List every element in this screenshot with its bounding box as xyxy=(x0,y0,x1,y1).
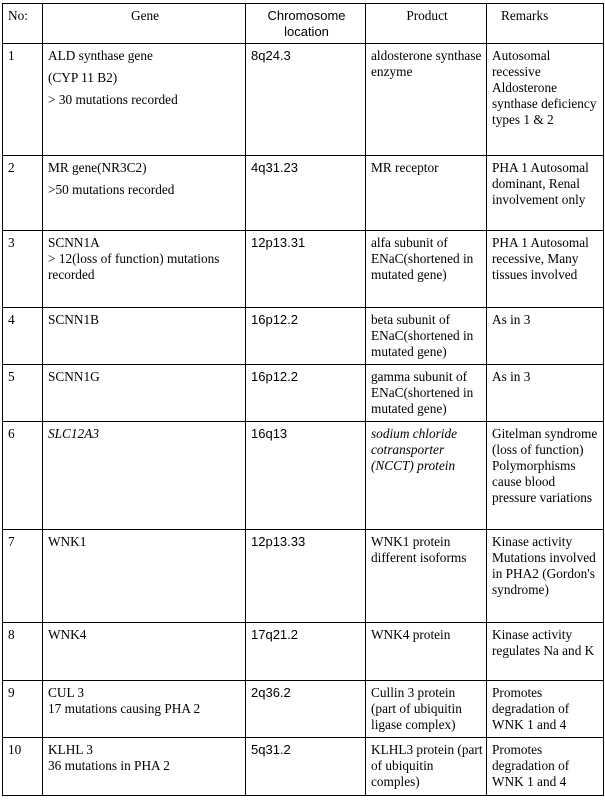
gene-line: 17 mutations causing PHA 2 xyxy=(48,701,201,716)
row-no: 1 xyxy=(3,44,43,156)
gene-line: SCNN1A xyxy=(48,235,100,250)
gene-line: > 12(loss of function) mutations recorded xyxy=(48,251,223,282)
header-chromosome-location: Chromosome location xyxy=(246,4,366,44)
row-remarks: As in 3 xyxy=(487,308,604,365)
row-gene xyxy=(43,530,246,623)
row-gene xyxy=(43,422,246,530)
gene-line: KLHL 3 xyxy=(48,742,93,757)
table-row xyxy=(3,231,604,308)
row-gene xyxy=(43,681,246,738)
row-remarks: Promotes degradation of WNK 1 and 4 xyxy=(487,681,604,738)
header-product: Product xyxy=(366,4,487,44)
row-gene xyxy=(43,365,246,422)
row-gene xyxy=(43,623,246,681)
gene-line: CUL 3 xyxy=(48,685,85,700)
row-remarks: PHA 1 Autosomal recessive, Many tissues involved xyxy=(487,231,604,308)
row-chromosome-location: 17q21.2 xyxy=(246,623,366,681)
row-no: 10 xyxy=(3,738,43,796)
gene-line: SCNN1G xyxy=(48,369,100,384)
gene-line: (CYP 11 B2) xyxy=(48,70,118,85)
row-remarks: As in 3 xyxy=(487,365,604,422)
gene-line: ALD synthase gene xyxy=(48,48,153,63)
table-row xyxy=(3,738,604,796)
gene-line: 36 mutations in PHA 2 xyxy=(48,758,170,773)
row-no: 8 xyxy=(3,623,43,681)
gene-line: >50 mutations recorded xyxy=(48,182,175,197)
row-product: WNK4 protein xyxy=(366,623,487,681)
row-chromosome-location: 5q31.2 xyxy=(246,738,366,796)
row-no: 9 xyxy=(3,681,43,738)
table-row xyxy=(3,156,604,231)
gene-line: > 30 mutations recorded xyxy=(48,92,178,107)
row-remarks: PHA 1 Autosomal dominant, Renal involvement only xyxy=(487,156,604,231)
header-no: No: xyxy=(3,4,43,44)
row-chromosome-location: 12p13.33 xyxy=(246,530,366,623)
table-row xyxy=(3,681,604,738)
row-no: 7 xyxy=(3,530,43,623)
table-row xyxy=(3,44,604,156)
row-gene xyxy=(43,308,246,365)
row-chromosome-location: 8q24.3 xyxy=(246,44,366,156)
row-remarks: Kinase activity regulates Na and K xyxy=(487,623,604,681)
row-product: MR receptor xyxy=(366,156,487,231)
row-remarks: Kinase activity Mutations involved in PHA2 (Gordon's syndrome) xyxy=(487,530,604,623)
row-no: 2 xyxy=(3,156,43,231)
header-row xyxy=(3,4,604,44)
row-remarks: Autosomal recessive Aldosterone synthase deficiency types 1 & 2 xyxy=(487,44,604,156)
row-chromosome-location: 16p12.2 xyxy=(246,365,366,422)
row-product: aldosterone synthase enzyme xyxy=(366,44,487,156)
gene-line: SCNN1B xyxy=(48,312,99,327)
row-chromosome-location: 16p12.2 xyxy=(246,308,366,365)
row-product: beta subunit of ENaC(shortened in mutated gene) xyxy=(366,308,487,365)
table-row xyxy=(3,422,604,530)
row-product: Cullin 3 protein (part of ubiquitin ligase complex) xyxy=(366,681,487,738)
row-product: gamma subunit of ENaC(shortened in mutated gene) xyxy=(366,365,487,422)
gene-line: WNK1 xyxy=(48,534,87,549)
row-product: sodium chloride cotransporter (NCCT) protein xyxy=(366,422,487,530)
header-remarks: Remarks xyxy=(487,4,604,44)
row-chromosome-location: 16q13 xyxy=(246,422,366,530)
row-remarks: Gitelman syndrome (loss of function) Polymorphisms cause blood pressure variations xyxy=(487,422,604,530)
table-row xyxy=(3,365,604,422)
row-gene xyxy=(43,738,246,796)
row-chromosome-location: 4q31.23 xyxy=(246,156,366,231)
gene-line: WNK4 xyxy=(48,627,87,642)
table-row xyxy=(3,308,604,365)
table-row xyxy=(3,530,604,623)
row-gene xyxy=(43,44,246,156)
row-gene xyxy=(43,156,246,231)
row-product: WNK1 protein different isoforms xyxy=(366,530,487,623)
row-product: KLHL3 protein (part of ubiquitin comples) xyxy=(366,738,487,796)
row-no: 4 xyxy=(3,308,43,365)
row-remarks: Promotes degradation of WNK 1 and 4 xyxy=(487,738,604,796)
row-product: alfa subunit of ENaC(shortened in mutated gene) xyxy=(366,231,487,308)
row-no: 5 xyxy=(3,365,43,422)
row-no: 6 xyxy=(3,422,43,530)
row-no: 3 xyxy=(3,231,43,308)
table-row xyxy=(3,623,604,681)
gene-line: SLC12A3 xyxy=(48,426,99,441)
header-gene: Gene xyxy=(43,4,246,44)
row-chromosome-location: 12p13.31 xyxy=(246,231,366,308)
gene-table xyxy=(2,3,604,796)
row-chromosome-location: 2q36.2 xyxy=(246,681,366,738)
row-gene xyxy=(43,231,246,308)
gene-line: MR gene(NR3C2) xyxy=(48,160,147,175)
